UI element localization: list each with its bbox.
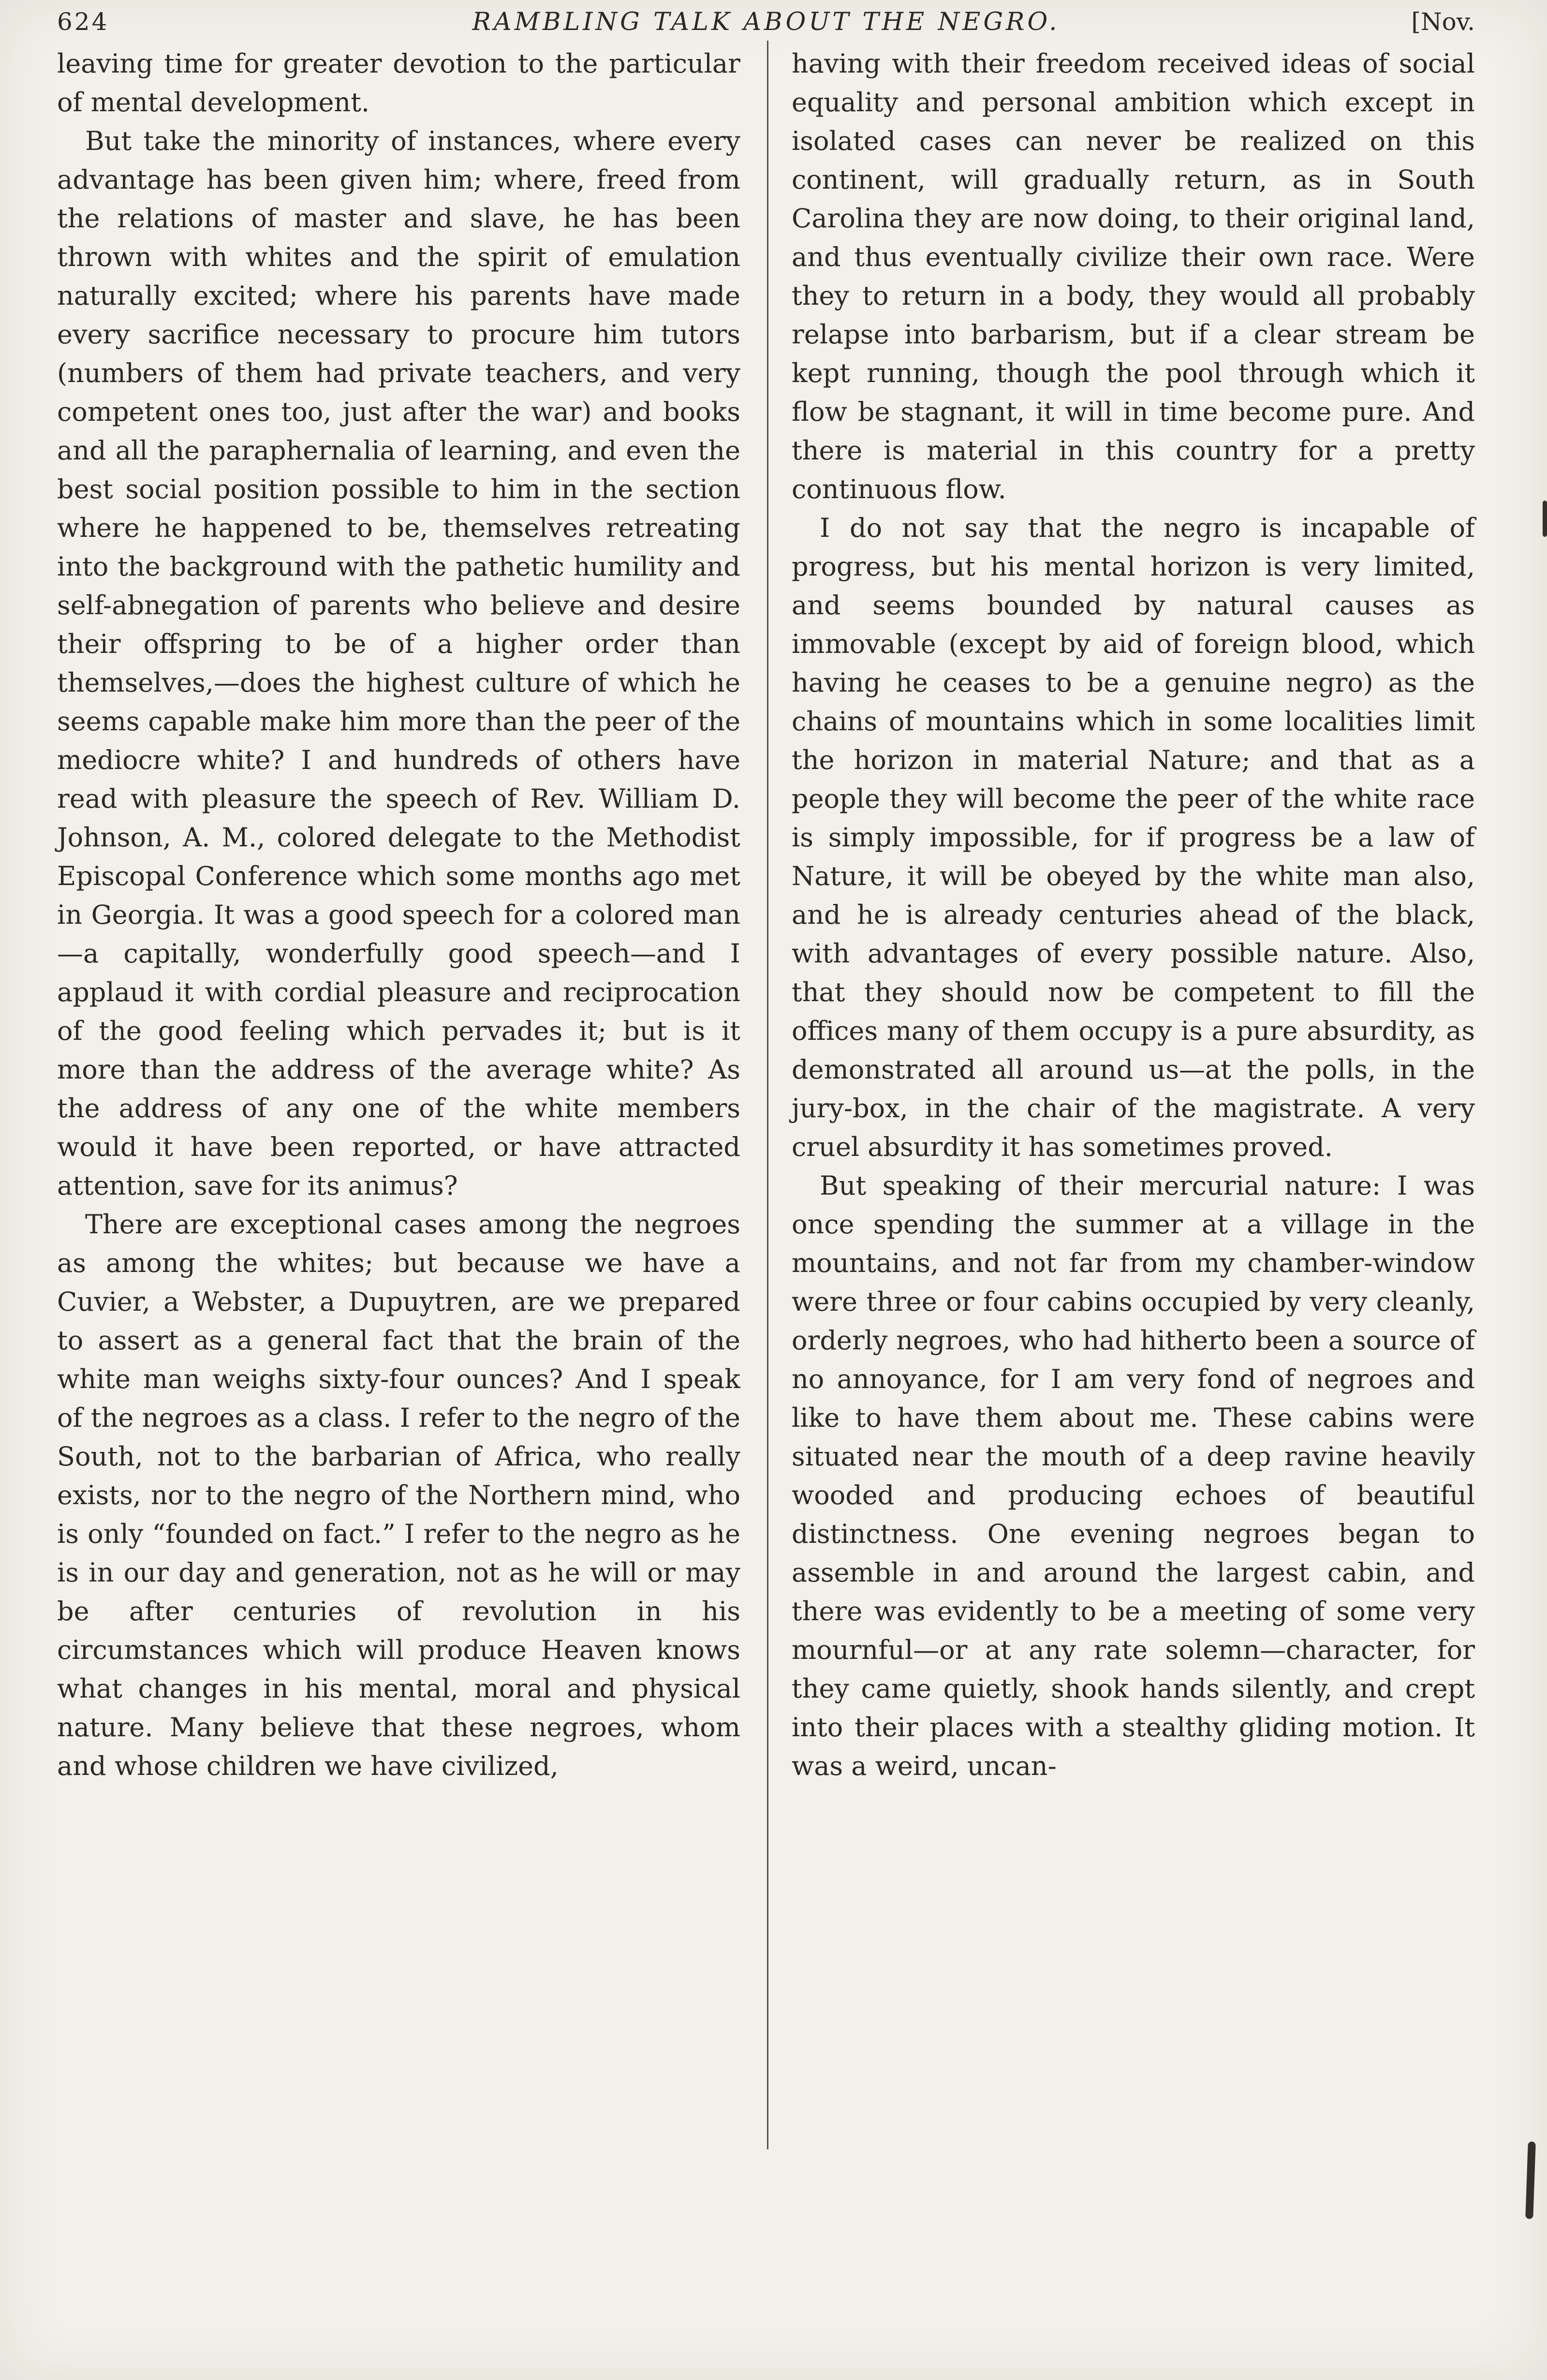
paragraph: leaving time for greater devotion to the particular of mental development. <box>57 48 740 118</box>
scan-artifact <box>1543 501 1547 537</box>
article-body <box>57 44 1475 1786</box>
paragraph: I do not say that the negro is incapable of progress, but his mental horizon is very limited, and seems bounded by natural causes as immovable (except by aid of foreign blood, which having he ceases to be a genuine negro) as the chains of mountains which in some localities limit the horizon in material Nature; and that as a people they will become the peer of the white race is simply impossible, for if progress be a law of Nature, it will be obeyed by the white man also, and he is already centuries ahead of the black, with advantages of every possible nature. Also, that they should now be competent to fill the offices many of them occupy is a pure absurdity, as demonstrated all around us—at the polls, in the jury-box, in the chair of the magistrate. A very cruel absurdity it has sometimes proved. <box>792 513 1475 1162</box>
left-column <box>57 44 740 1786</box>
scan-artifact <box>1525 2142 1536 2219</box>
paragraph: There are exceptional cases among the negroes as among the whites; but because we have a Cuvier, a Webster, a Dupuytren, are we prepared to assert as a general fact that the brain of the white man weighs sixty-four ounces? And I speak of the negroes as a class. I refer to the negro of the South, not to the barbarian of Africa, who really exists, nor to the negro of the Northern mind, who is only “founded on fact.” I refer to the negro as he is in our day and generation, not as he will or may be after centuries of revolution in his circumstances which will produce Heaven knows what changes in his mental, moral and physical nature. Many believe that these negroes, whom and whose children we have civilized, <box>57 1209 740 1781</box>
running-title: RAMBLING TALK ABOUT THE NEGRO. <box>472 8 1060 36</box>
paragraph: But speaking of their mercurial nature: I was once spending the summer at a village in the mountains, and not far from my chamber-window were three or four cabins occupied by very cleanly, orderly negroes, who had hitherto been a source of no annoyance, for I am very fond of negroes and like to have them about me. These cabins were situated near the mouth of a deep ravine heavily wooded and producing echoes of beautiful distinctness. One evening negroes began to assemble in and around the largest cabin, and there was evidently to be a meeting of some very mournful—or at any rate solemn—character, for they came quietly, shook hands silently, and crept into their places with a stealthy gliding motion. It was a weird, uncan- <box>792 1170 1475 1781</box>
page-number: 624 <box>57 8 109 36</box>
issue-label: [Nov. <box>1411 8 1475 36</box>
paragraph: But take the minority of instances, where every advantage has been given him; where, freed from the relations of master and slave, he has been thrown with whites and the spirit of emulation naturally excited; where his parents have made every sacrifice necessary to procure him tutors (numbers of them had private teachers, and very competent ones too, just after the war) and books and all the paraphernalia of learning, and even the best social position possible to him in the section where he happened to be, themselves retreating into the background with the pathetic humility and self-abnegation of parents who believe and desire their offspring to be of a higher order than themselves,—does the highest culture of which he seems capable make him more than the peer of the mediocre white? I and hundreds of others have read with pleasure the speech of Rev. William D. Johnson, A. M., colored delegate to the Methodist Episcopal Conference which some months ago met in Georgia. It was a good speech for a colored man—a capitally, wonderfully good speech—and I applaud it with cordial pleasure and reciprocation of the good feeling which pervades it; but is it more than the address of the average white? As the address of any one of the white members would it have been reported, or have attracted attention, save for its animus? <box>57 126 740 1201</box>
page-header <box>57 8 1475 36</box>
paragraph: having with their freedom received ideas of social equality and personal ambition which except in isolated cases can never be realized on this continent, will gradually return, as in South Carolina they are now doing, to their original land, and thus eventually civilize their own race. Were they to return in a body, they would all probably relapse into barbarism, but if a clear stream be kept running, though the pool through which it flow be stagnant, it will in time become pure. And there is material in this country for a pretty continuous flow. <box>792 48 1475 504</box>
right-column <box>792 44 1475 1786</box>
